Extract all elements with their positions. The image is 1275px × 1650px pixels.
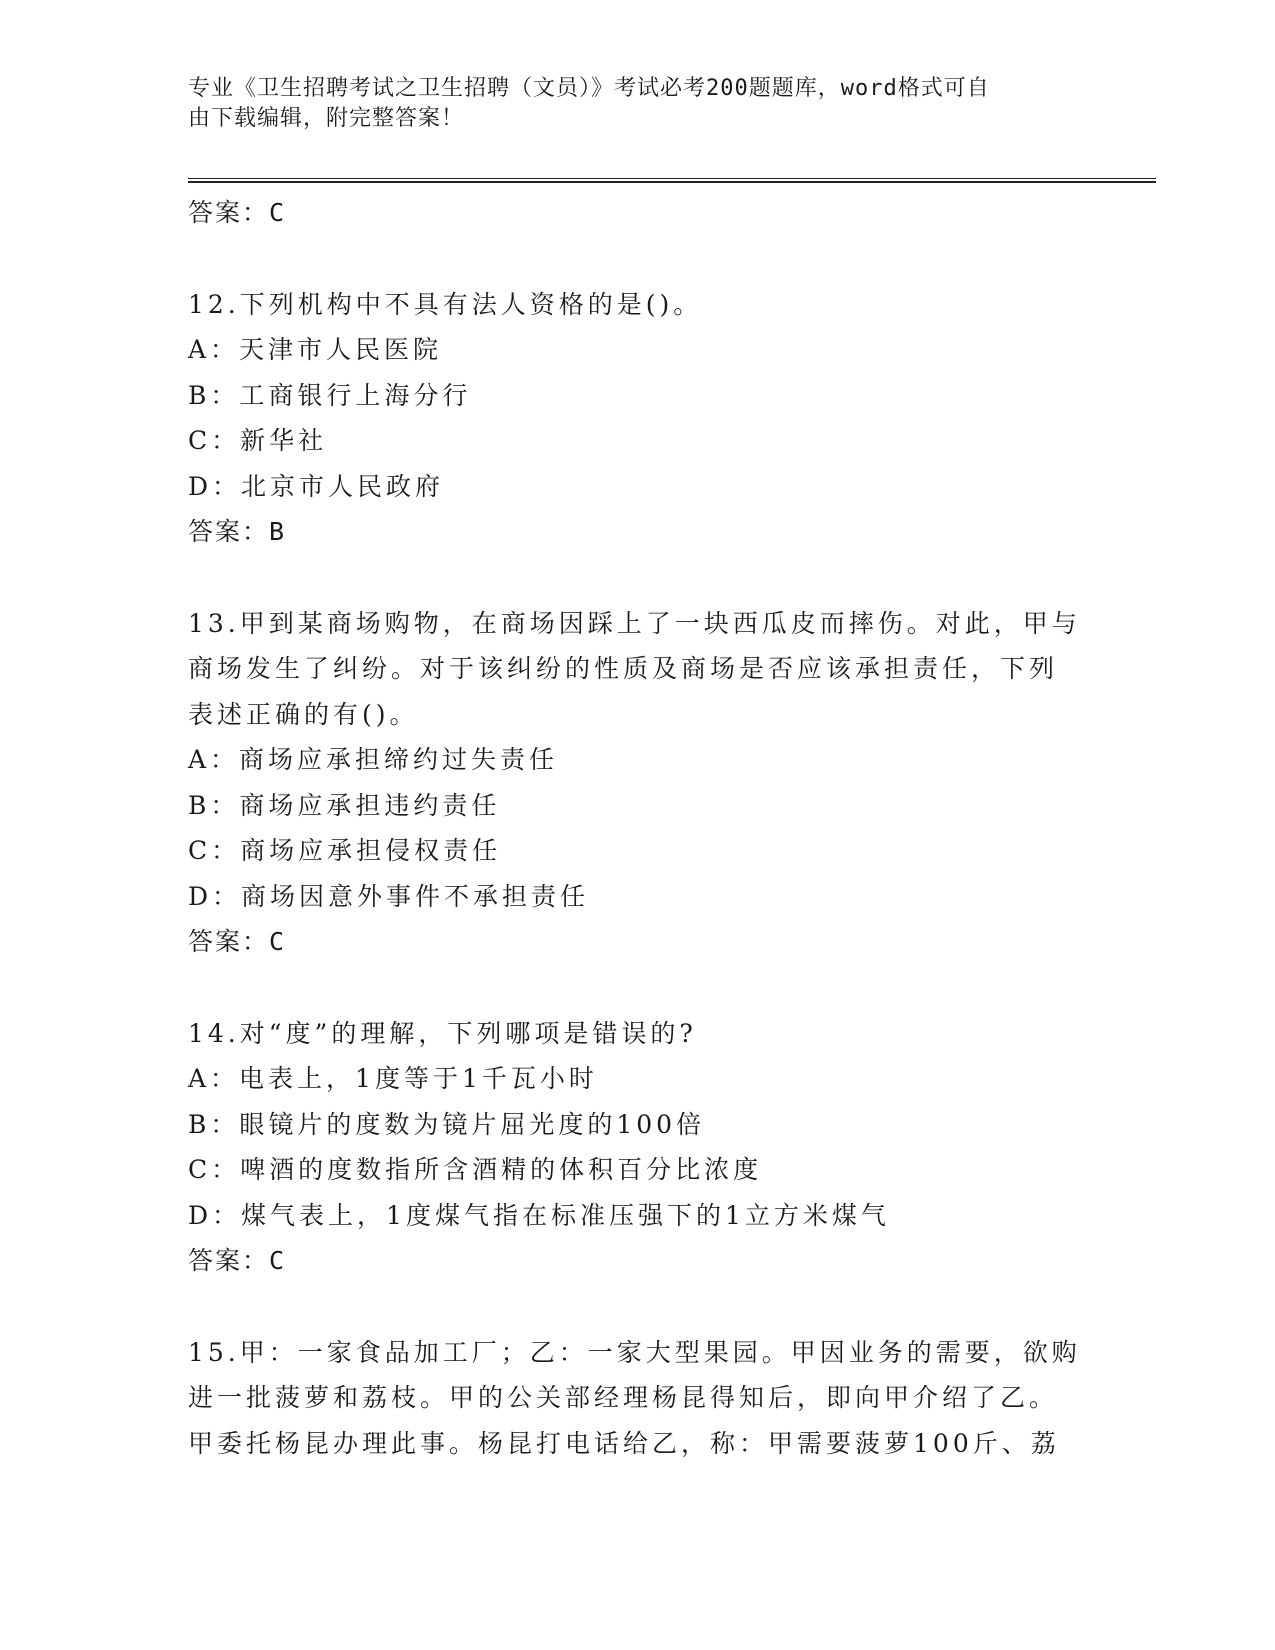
option-a: A：天津市人民医院 [188,335,443,364]
question-13 [188,601,1088,965]
question-14 [188,1011,1088,1284]
answer-line: 答案：C [188,198,287,227]
option-c: C：啤酒的度数指所含酒精的体积百分比浓度 [188,1155,763,1184]
option-b: B：工商银行上海分行 [188,380,472,410]
option-b: B：商场应承担违约责任 [188,790,501,820]
option-a: A：商场应承担缔约过失责任 [188,745,559,774]
question-stem: 14.对“度”的理解，下列哪项是错误的? [188,1018,697,1048]
question-12 [188,282,1088,555]
header-line-2: 由下载编辑，附完整答案！ [188,106,465,131]
option-d: D：商场因意外事件不承担责任 [188,881,590,911]
header-line-1: 专业《卫生招聘考试之卫生招聘（文员）》考试必考200题题库，word格式可自 [188,76,990,101]
question-list [188,190,1088,1466]
header-divider [188,178,1156,183]
option-b: B：眼镜片的度数为镜片屈光度的100倍 [188,1109,706,1139]
spacer [188,1284,1088,1330]
option-a: A：电表上，1度等于1千瓦小时 [188,1064,598,1093]
question-stem: 甲委托杨昆办理此事。杨昆打电话给乙，称：甲需要菠萝100斤、荔 [188,1428,1060,1458]
document-header [188,74,1068,134]
spacer [188,965,1088,1011]
question-stem: 13.甲到某商场购物，在商场因踩上了一块西瓜皮而摔伤。对此，甲与 [188,608,1081,638]
answer-line: 答案：C [188,1246,287,1275]
spacer [188,555,1088,601]
spacer [188,236,1088,282]
option-d: D：煤气表上，1度煤气指在标准压强下的1立方米煤气 [188,1200,890,1230]
answer-line: 答案：B [188,517,287,546]
option-d: D：北京市人民政府 [188,471,445,501]
question-stem: 商场发生了纠纷。对于该纠纷的性质及商场是否应该承担责任，下列 [188,654,1059,683]
question-stem: 进一批菠萝和荔枝。甲的公关部经理杨昆得知后，即向甲介绍了乙。 [188,1383,1059,1412]
option-c: C：新华社 [188,426,328,455]
question-stem: 15.甲：一家食品加工厂；乙：一家大型果园。甲因业务的需要，欲购 [188,1337,1081,1367]
question-stem: 表述正确的有()。 [188,699,419,729]
answer-line: 答案：C [188,927,287,956]
question-15 [188,1330,1088,1467]
question-stem: 12.下列机构中不具有法人资格的是()。 [188,289,703,319]
option-c: C：商场应承担侵权责任 [188,836,502,865]
